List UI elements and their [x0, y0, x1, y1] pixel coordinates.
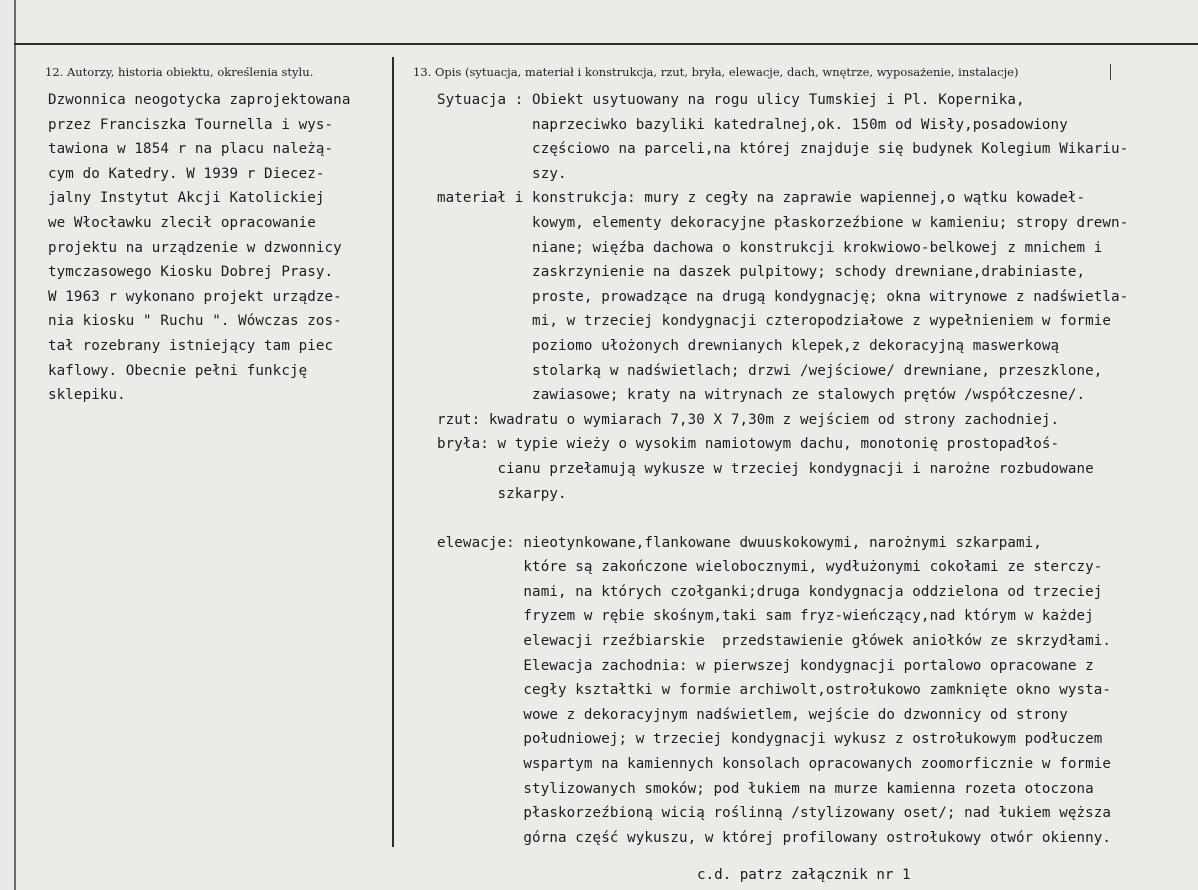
text-line: cianu przełamują wykusze w trzeciej kondygnacji i narożne rozbudowane — [437, 460, 1094, 477]
text-line: szy. — [437, 165, 567, 182]
text-line: elewacji rzeźbiarskie przedstawienie główek aniołków ze skrzydłami. — [437, 633, 1112, 650]
text-line: nia kiosku " Ruchu ". Wówczas zos- — [48, 313, 342, 330]
text-line: W 1963 r wykonano projekt urządze- — [48, 288, 342, 305]
text-line: cegły kształtki w formie archiwolt,ostrołukowo zamknięte okno wysta- — [437, 682, 1112, 699]
text-line: elewacje: nieotynkowane,flankowane dwuuskokowymi, narożnymi szkarpami, — [437, 534, 1042, 551]
text-line: wowe z dekoracyjnym nadświetlem, wejście do dzwonnicy od strony — [437, 706, 1068, 723]
text-line: zaskrzynienie na daszek pulpitowy; schody drewniane,drabiniaste, — [437, 264, 1086, 281]
text-line: jalny Instytut Akcji Katolickiej — [48, 190, 325, 207]
text-line: szkarpy. — [437, 485, 567, 502]
text-line: kowym, elementy dekoracyjne płaskorzeźbione w kamieniu; stropy drewn- — [437, 214, 1129, 231]
section-12-body — [48, 88, 350, 408]
text-line: we Włocławku zlecił opracowanie — [48, 214, 316, 231]
section-12-header: 12. Autorzy, historia obiektu, określenia stylu. — [45, 65, 314, 79]
section-13-body — [437, 88, 1128, 850]
text-line: projektu na urządzenie w dzwonnicy — [48, 239, 342, 256]
text-line: nami, na których czołganki;druga kondygnacja oddzielona od trzeciej — [437, 583, 1103, 600]
text-line: stolarką w nadświetlach; drzwi /wejściowe/ drewniane, przeszklone, — [437, 362, 1103, 379]
text-line: poziomo ułożonych drewnianych klepek,z dekoracyjną maswerkową — [437, 337, 1060, 354]
text-line: bryła: w typie wieży o wysokim namiotowym dachu, monotonię prostopadłoś- — [437, 436, 1060, 453]
text-line: stylizowanych smoków; pod łukiem na murze kamienna rozeta otoczona — [437, 780, 1094, 797]
text-line: naprzeciwko bazyliki katedralnej,ok. 150m od Wisły,posadowiony — [437, 116, 1068, 133]
text-line: wspartym na kamiennych konsolach opracowanych zoomorficznie w formie — [437, 756, 1112, 773]
text-line: rzut: kwadratu o wymiarach 7,30 X 7,30m z wejściem od strony zachodniej. — [437, 411, 1060, 428]
text-line — [437, 506, 1128, 531]
text-line: częściowo na parceli,na której znajduje się budynek Kolegium Wikariu- — [437, 141, 1129, 158]
text-line: mi, w trzeciej kondygnacji czteropodziałowe z wypełnieniem w formie — [437, 313, 1112, 330]
header-tick-mark — [1110, 64, 1111, 80]
text-line: górna część wykuszu, w której profilowany ostrołukowy otwór okienny. — [437, 829, 1112, 846]
text-line: cym do Katedry. W 1939 r Diecez- — [48, 165, 325, 182]
top-rule — [14, 43, 1198, 45]
text-line: proste, prowadzące na drugą kondygnację; okna witrynowe z nadświetla- — [437, 288, 1129, 305]
text-line: Elewacja zachodnia: w pierwszej kondygnacji portalowo opracowane z — [437, 657, 1094, 674]
text-line: Sytuacja : Obiekt usytuowany na rogu ulicy Tumskiej i Pl. Kopernika, — [437, 92, 1025, 108]
text-line: niane; więźba dachowa o konstrukcji krokwiowo-belkowej z mnichem i — [437, 239, 1103, 256]
text-line: zawiasowe; kraty na witrynach ze stalowych prętów /współczesne/. — [437, 387, 1086, 404]
text-line: materiał i konstrukcja: mury z cegły na zaprawie wapiennej,o wątku kowadeł- — [437, 190, 1086, 207]
text-line: tał rozebrany istniejący tam piec — [48, 337, 334, 354]
text-line: przez Franciszka Tournella i wys- — [48, 116, 334, 133]
continuation-note: c.d. patrz załącznik nr 1 — [697, 867, 911, 883]
text-line: płaskorzeźbioną wicią roślinną /stylizowany oset/; nad łukiem węższa — [437, 805, 1112, 822]
text-line: tawiona w 1854 r na placu należą- — [48, 141, 334, 158]
section-13-header: 13. Opis (sytuacja, materiał i konstrukcja, rzut, bryła, elewacje, dach, wnętrze, wyposażenie, instalacje) — [413, 65, 1019, 79]
text-line: Dzwonnica neogotycka zaprojektowana — [48, 92, 351, 108]
text-line: kaflowy. Obecnie pełni funkcję — [48, 362, 308, 379]
text-line: sklepiku. — [48, 387, 126, 404]
text-line: fryzem w rębie skośnym,taki sam fryz-wieńczący,nad którym w każdej — [437, 608, 1094, 625]
text-line: tymczasowego Kiosku Dobrej Prasy. — [48, 264, 334, 281]
text-line: południowej; w trzeciej kondygnacji wykusz z ostrołukowym podłuczem — [437, 731, 1103, 748]
text-line: które są zakończone wielobocznymi, wydłużonymi cokołami ze sterczy- — [437, 559, 1103, 576]
column-divider — [392, 57, 394, 847]
